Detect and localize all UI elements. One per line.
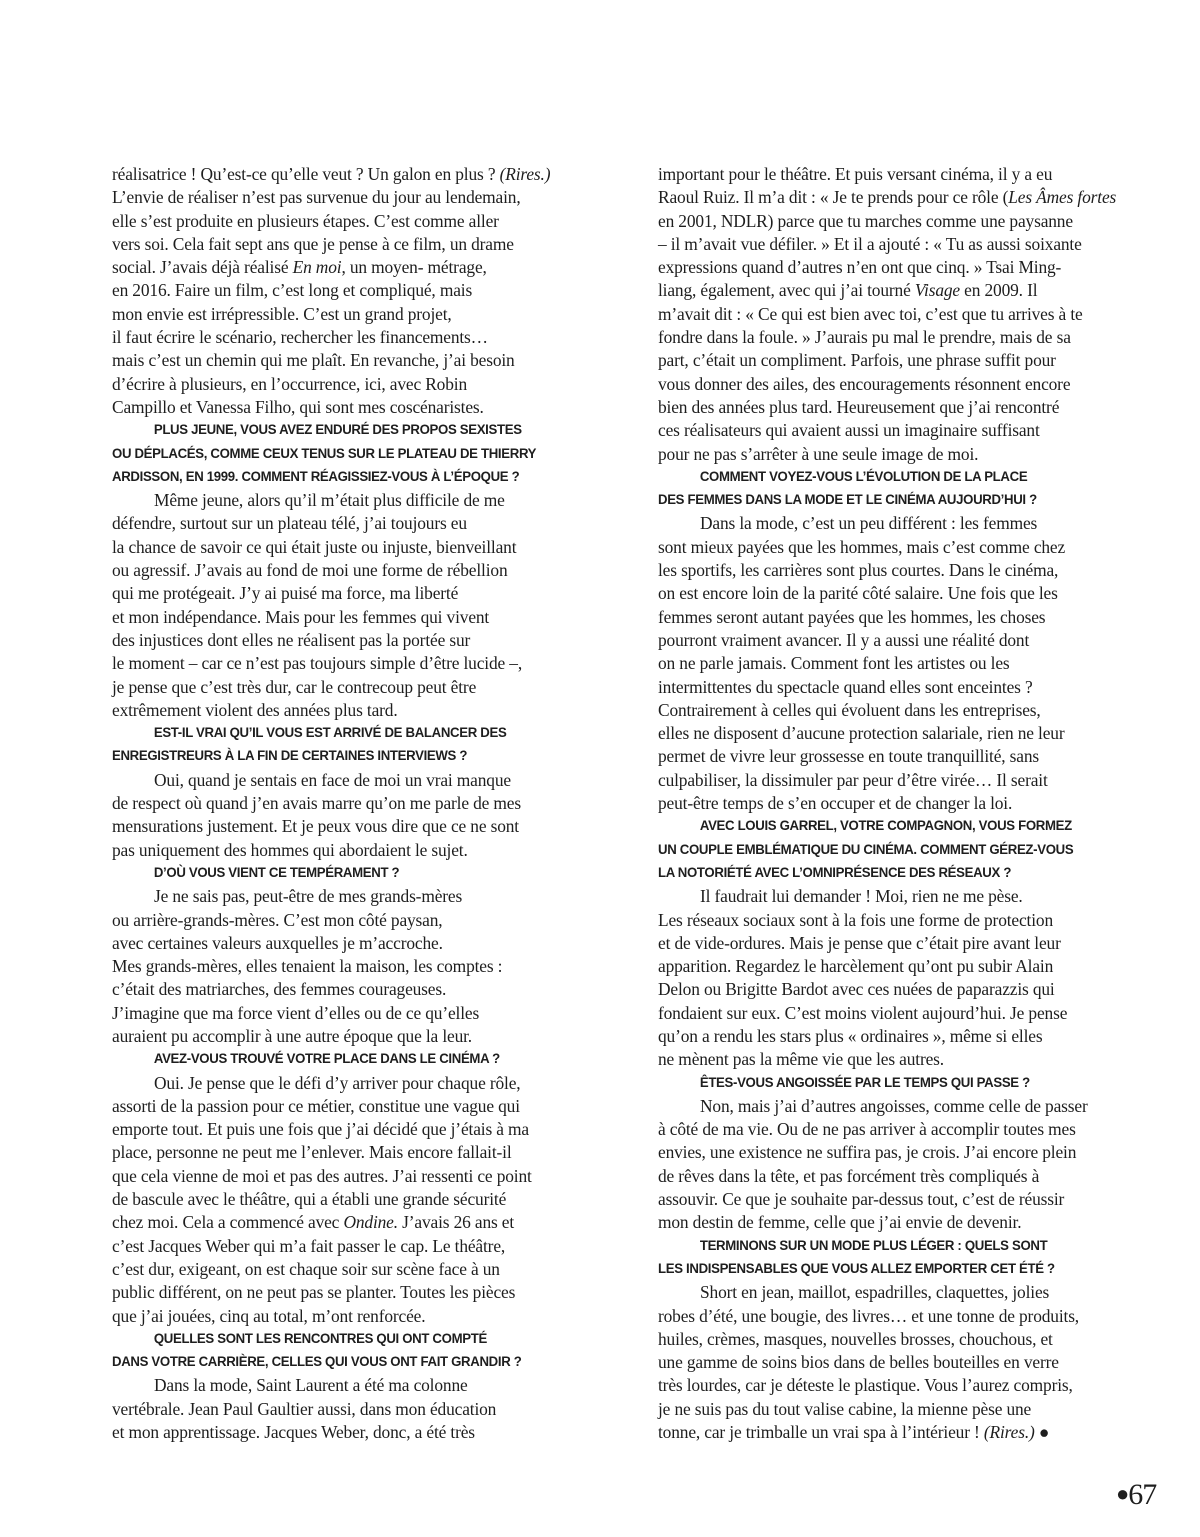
- text-run: et mon indépendance. Mais pour les femmes qui vivent: [112, 606, 490, 627]
- text-run: sont mieux payées que les hommes, mais c’est comme chez: [658, 536, 1066, 557]
- text-run: mon destin de femme, celle que j’ai envie de devenir.: [658, 1212, 1022, 1233]
- text-run: il faut écrire le scénario, rechercher les financements…: [112, 327, 488, 348]
- italic-title: En moi: [292, 257, 342, 278]
- body-line: [658, 1281, 1124, 1304]
- text-run: pourront vraiment avancer. Il y a aussi une réalité dont: [658, 629, 1030, 650]
- text-run: je pense que c’est très dur, car le contrecoup peut être: [112, 676, 477, 697]
- text-run: chez moi. Cela a commencé avec: [112, 1212, 344, 1233]
- body-line: [112, 210, 574, 233]
- text-run: le moment – car ce n’est pas toujours simple d’être lucide –,: [112, 653, 523, 674]
- italic-title: Ondine.: [343, 1212, 398, 1233]
- question-line: [112, 1351, 542, 1374]
- body-line: [658, 396, 1124, 419]
- body-line: [658, 279, 1124, 302]
- italic-title: Visage: [914, 280, 960, 301]
- text-run: permet de vivre leur grossesse en toute tranquillité, sans: [658, 746, 1040, 767]
- text-run: une gamme de soins bios dans de belles bouteilles en verre: [658, 1352, 1059, 1373]
- body-line: [112, 1095, 574, 1118]
- body-line: [658, 1118, 1124, 1141]
- body-line: [658, 1211, 1124, 1234]
- text-run: pas uniquement des hommes qui abordaient le sujet.: [112, 839, 468, 860]
- body-line: [112, 1258, 574, 1281]
- text-run: , un moyen- métrage,: [341, 257, 487, 278]
- text-run: QUELLES SONT LES RENCONTRES QUI ONT COMPTÉ: [153, 1330, 487, 1347]
- text-run: peut-être temps de s’en occuper et de changer la loi.: [658, 793, 1013, 814]
- question-line: [112, 1328, 542, 1351]
- body-line: [658, 163, 1124, 186]
- body-line: [112, 1118, 574, 1141]
- text-run: Delon ou Brigitte Bardot avec ces nuées de paparazzis qui: [658, 979, 1055, 1000]
- text-run: ou arrière-grands-mères. C’est mon côté paysan,: [112, 909, 443, 930]
- text-run: apparition. Regardez le harcèlement qu’ont pu subir Alain: [658, 956, 1054, 977]
- text-run: fondre dans la foule. » J’aurais pu mal le prendre, mais de sa: [658, 327, 1071, 348]
- text-run: intermittentes du spectacle quand elles sont enceintes ?: [658, 676, 1033, 697]
- text-run: EST-IL VRAI QU’IL VOUS EST ARRIVÉ DE BALANCER DES: [153, 725, 507, 742]
- body-line: [112, 1235, 574, 1258]
- text-run: OU DÉPLACÉS, COMME CEUX TENUS SUR LE PLATEAU DE THIERRY: [112, 445, 537, 462]
- body-line: [112, 582, 574, 605]
- body-line: [112, 279, 574, 302]
- body-line: [112, 932, 574, 955]
- text-run: place, personne ne peut me l’enlever. Mais encore fallait-il: [112, 1142, 512, 1163]
- text-run: Oui. Je pense que le défi d’y arriver pour chaque rôle,: [154, 1072, 521, 1093]
- body-line: [658, 978, 1124, 1001]
- body-line: [112, 815, 574, 838]
- body-line: [112, 699, 574, 722]
- body-line: [112, 1281, 574, 1304]
- body-line: [658, 885, 1124, 908]
- body-line: [658, 256, 1124, 279]
- text-run: DANS VOTRE CARRIÈRE, CELLES QUI VOUS ONT FAIT GRANDIR ?: [112, 1354, 522, 1371]
- text-run: mensurations justement. Et je peux vous dire que ce ne sont: [112, 816, 519, 837]
- text-run: elle s’est produite en plusieurs étapes. C’est comme aller: [112, 210, 499, 231]
- left-column: [112, 163, 574, 1444]
- text-run: L’envie de réaliser n’est pas survenue du jour au lendemain,: [112, 187, 521, 208]
- text-run: que cela vienne de moi et pas des autres. J’ai ressenti ce point: [112, 1165, 532, 1186]
- text-run: et mon apprentissage. Jacques Weber, donc, a été très: [112, 1422, 475, 1443]
- question-line: [658, 815, 1091, 838]
- body-line: [658, 1351, 1124, 1374]
- body-line: [112, 1211, 574, 1234]
- body-line: [658, 233, 1124, 256]
- text-run: D’OÙ VOUS VIENT CE TEMPÉRAMENT ?: [153, 864, 400, 881]
- body-line: [658, 652, 1124, 675]
- body-line: [112, 373, 574, 396]
- question-line: [112, 1048, 542, 1071]
- text-run: Les réseaux sociaux sont à la fois une forme de protection: [658, 909, 1054, 930]
- body-line: [112, 559, 574, 582]
- body-line: [112, 792, 574, 815]
- text-run: ENREGISTREURS À LA FIN DE CERTAINES INTERVIEWS ?: [112, 748, 468, 765]
- body-line: [112, 1398, 574, 1421]
- text-run: d’écrire à plusieurs, en l’occurrence, ici, avec Robin: [112, 373, 467, 394]
- body-line: [658, 326, 1124, 349]
- question-line: [658, 466, 1091, 489]
- body-line: [112, 186, 574, 209]
- text-run: auraient pu accomplir à une autre époque que la leur.: [112, 1025, 472, 1046]
- body-line: [658, 1025, 1124, 1048]
- body-line: [112, 839, 574, 862]
- text-run: que j’ai jouées, cinq au total, m’ont renforcée.: [112, 1305, 426, 1326]
- body-line: [112, 163, 574, 186]
- text-run: important pour le théâtre. Et puis versant cinéma, il y a eu: [658, 164, 1053, 184]
- body-line: [658, 722, 1124, 745]
- text-run: c’était des matriarches, des femmes courageuses.: [112, 979, 447, 1000]
- body-line: [658, 955, 1124, 978]
- body-line: [658, 1398, 1124, 1421]
- question-line: [112, 745, 542, 768]
- text-run: m’avait dit : « Ce qui est bien avec toi, c’est que tu arrives à te: [658, 303, 1083, 324]
- body-line: [658, 629, 1124, 652]
- body-line: [658, 349, 1124, 372]
- text-run: fondaient sur eux. C’est moins violent aujourd’hui. Je pense: [658, 1002, 1068, 1023]
- italic-title: (Rires.): [983, 1422, 1035, 1443]
- body-line: [658, 676, 1124, 699]
- body-line: [112, 1002, 574, 1025]
- text-run: liang, également, avec qui j’ai tourné: [658, 280, 915, 301]
- italic-title: Les Âmes fortes: [1008, 187, 1117, 208]
- body-line: [658, 1141, 1124, 1164]
- text-run: c’est dur, exigeant, on est chaque soir sur scène face à un: [112, 1258, 500, 1279]
- text-run: Dans la mode, Saint Laurent a été ma colonne: [154, 1375, 468, 1396]
- text-run: réalisatrice ! Qu’est-ce qu’elle veut ? Un galon en plus ?: [112, 164, 500, 184]
- question-line: [658, 1235, 1091, 1258]
- text-run: Raoul Ruiz. Il m’a dit : « Je te prends pour ce rôle (: [658, 187, 1009, 208]
- body-line: [658, 1095, 1124, 1118]
- text-run: COMMENT VOYEZ-VOUS L’ÉVOLUTION DE LA PLACE: [699, 468, 1028, 485]
- text-run: les sportifs, les carrières sont plus courtes. Dans le cinéma,: [658, 560, 1059, 581]
- body-line: [112, 303, 574, 326]
- body-line: [112, 978, 574, 1001]
- text-run: avec certaines valeurs auxquelles je m’accroche.: [112, 932, 443, 953]
- text-run: très lourdes, car je déteste le plastique. Vous l’aurez compris,: [658, 1375, 1073, 1396]
- text-run: part, c’était un compliment. Parfois, une phrase suffit pour: [658, 350, 1056, 371]
- text-run: la chance de savoir ce qui était juste ou injuste, bienveillant: [112, 536, 517, 557]
- text-run: envies, une existence ne suffira pas, je crois. J’ai encore plein: [658, 1142, 1077, 1163]
- text-run: on est encore loin de la parité côté salaire. Une fois que les: [658, 583, 1058, 604]
- text-run: UN COUPLE EMBLÉMATIQUE DU CINÉMA. COMMENT GÉREZ-VOUS: [658, 841, 1074, 858]
- body-line: [112, 536, 574, 559]
- text-run: je ne suis pas du tout valise cabine, la mienne pèse une: [658, 1398, 1032, 1419]
- text-run: Dans la mode, c’est un peu différent : les femmes: [700, 513, 1038, 534]
- body-line: [112, 512, 574, 535]
- question-line: [112, 722, 542, 745]
- body-line: [658, 1048, 1124, 1071]
- body-line: [658, 932, 1124, 955]
- text-run: de respect où quand j’en avais marre qu’on me parle de mes: [112, 793, 521, 814]
- text-run: public différent, on ne peut pas se planter. Toutes les pièces: [112, 1282, 516, 1303]
- body-line: [658, 373, 1124, 396]
- text-run: ne mènent pas la même vie que les autres.: [658, 1049, 945, 1070]
- body-line: [112, 652, 574, 675]
- text-run: huiles, crèmes, masques, nouvelles brosses, chouchous, et: [658, 1328, 1053, 1349]
- text-run: culpabiliser, la dissimuler par peur d’être virée… Il serait: [658, 769, 1048, 790]
- text-run: vers soi. Cela fait sept ans que je pense à ce film, un drame: [112, 233, 514, 254]
- text-run: Il faudrait lui demander ! Moi, rien ne me pèse.: [700, 886, 1023, 907]
- body-line: [112, 326, 574, 349]
- text-run: en 2001, NDLR) parce que tu marches comme une paysanne: [658, 210, 1073, 231]
- body-line: [658, 512, 1124, 535]
- body-line: [112, 1374, 574, 1397]
- body-line: [658, 769, 1124, 792]
- body-line: [658, 443, 1124, 466]
- text-run: on ne parle jamais. Comment font les artistes ou les: [658, 653, 1010, 674]
- page-number-text: 67: [1128, 1478, 1157, 1511]
- text-run: Même jeune, alors qu’il m’était plus difficile de me: [154, 490, 505, 511]
- question-line: [112, 862, 542, 885]
- body-line: [112, 606, 574, 629]
- text-run: Mes grands-mères, elles tenaient la maison, les comptes :: [112, 956, 503, 977]
- italic-title: (Rires.): [499, 164, 551, 184]
- text-run: Short en jean, maillot, espadrilles, claquettes, jolies: [700, 1282, 1050, 1303]
- body-line: [112, 1188, 574, 1211]
- text-run: c’est Jacques Weber qui m’a fait passer le cap. Le théâtre,: [112, 1235, 506, 1256]
- question-line: [112, 466, 542, 489]
- text-run: Non, mais j’ai d’autres angoisses, comme celle de passer: [700, 1095, 1088, 1116]
- text-run: robes d’été, une bougie, des livres… et une tonne de produits,: [658, 1305, 1080, 1326]
- body-line: [112, 1165, 574, 1188]
- body-line: [658, 606, 1124, 629]
- body-line: [658, 419, 1124, 442]
- body-line: [658, 1328, 1124, 1351]
- text-run: qui me protégeait. J’y ai puisé ma force, ma liberté: [112, 583, 459, 604]
- text-run: elles ne disposent d’aucune protection salariale, rien ne leur: [658, 723, 1065, 744]
- text-run: Contrairement à celles qui évoluent dans les entreprises,: [658, 699, 1041, 720]
- text-run: expressions quand d’autres n’en ont que cinq. » Tsai Ming-: [658, 257, 1062, 278]
- body-line: [658, 210, 1124, 233]
- body-line: [658, 745, 1124, 768]
- page-number: [1116, 1478, 1156, 1512]
- question-line: [658, 839, 1091, 862]
- body-line: [658, 699, 1124, 722]
- text-run: PLUS JEUNE, VOUS AVEZ ENDURÉ DES PROPOS SEXISTES: [153, 422, 522, 439]
- text-run: assouvir. Ce que je souhaite par-dessus tout, c’est de réussir: [658, 1189, 1065, 1210]
- body-line: [112, 349, 574, 372]
- text-run: ARDISSON, EN 1999. COMMENT RÉAGISSIEZ-VOUS À L’ÉPOQUE ?: [112, 468, 520, 485]
- body-line: [112, 885, 574, 908]
- text-run: AVEC LOUIS GARREL, VOTRE COMPAGNON, VOUS FORMEZ: [699, 818, 1072, 835]
- text-run: pour ne pas s’arrêter à une seule image de moi.: [658, 443, 979, 464]
- text-run: de bascule avec le théâtre, qui a établi une grande sécurité: [112, 1189, 507, 1210]
- body-line: [658, 303, 1124, 326]
- text-run: ●: [1034, 1422, 1050, 1443]
- text-run: assorti de la passion pour ce métier, constitue une vague qui: [112, 1095, 520, 1116]
- text-run: Je ne sais pas, peut-être de mes grands-mères: [154, 886, 463, 907]
- body-line: [658, 582, 1124, 605]
- text-run: vertébrale. Jean Paul Gaultier aussi, dans mon éducation: [112, 1398, 497, 1419]
- body-line: [658, 1374, 1124, 1397]
- body-line: [658, 1002, 1124, 1025]
- body-line: [112, 233, 574, 256]
- body-line: [112, 256, 574, 279]
- body-line: [112, 1141, 574, 1164]
- text-run: bien des années plus tard. Heureusement que j’ai rencontré: [658, 396, 1060, 417]
- text-run: qu’on a rendu les stars plus « ordinaires », même si elles: [658, 1025, 1043, 1046]
- body-line: [112, 1421, 574, 1444]
- text-run: ou agressif. J’avais au fond de moi une forme de rébellion: [112, 560, 508, 581]
- body-line: [112, 955, 574, 978]
- text-run: de rêves dans la tête, et pas forcément très compliqués à: [658, 1165, 1040, 1186]
- question-line: [658, 1072, 1091, 1095]
- body-line: [658, 792, 1124, 815]
- text-run: femmes seront autant payées que les hommes, les choses: [658, 606, 1046, 627]
- text-run: vous donner des ailes, des encouragements résonnent encore: [658, 373, 1071, 394]
- text-run: en 2016. Faire un film, c’est long et compliqué, mais: [112, 280, 473, 301]
- body-line: [658, 1305, 1124, 1328]
- body-line: [658, 1188, 1124, 1211]
- body-line: [112, 1305, 574, 1328]
- body-line: [658, 909, 1124, 932]
- bullet-icon: ●: [1116, 1481, 1129, 1506]
- body-line: [658, 1421, 1124, 1444]
- body-line: [658, 1165, 1124, 1188]
- body-line: [112, 909, 574, 932]
- question-line: [658, 489, 1091, 512]
- body-line: [112, 629, 574, 652]
- body-line: [112, 396, 574, 419]
- text-run: DES FEMMES DANS LA MODE ET LE CINÉMA AUJOURD’HUI ?: [658, 492, 1037, 509]
- body-line: [658, 536, 1124, 559]
- text-run: Campillo et Vanessa Filho, qui sont mes coscénaristes.: [112, 396, 484, 417]
- text-run: TERMINONS SUR UN MODE PLUS LÉGER : QUELS SONT: [699, 1237, 1048, 1254]
- question-line: [112, 443, 542, 466]
- right-column: [658, 163, 1124, 1444]
- text-run: en 2009. Il: [959, 280, 1038, 301]
- text-run: mon envie est irrépressible. C’est un grand projet,: [112, 303, 452, 324]
- text-run: mais c’est un chemin qui me plaît. En revanche, j’ai besoin: [112, 350, 515, 371]
- body-line: [112, 1072, 574, 1095]
- text-run: ÊTES-VOUS ANGOISSÉE PAR LE TEMPS QUI PASSE ?: [699, 1074, 1030, 1091]
- question-line: [658, 1258, 1091, 1281]
- text-run: AVEZ-VOUS TROUVÉ VOTRE PLACE DANS LE CINÉMA ?: [153, 1051, 500, 1068]
- text-run: Oui, quand je sentais en face de moi un vrai manque: [154, 769, 511, 790]
- text-run: ces réalisateurs qui avaient aussi un imaginaire suffisant: [658, 420, 1040, 441]
- text-run: – il m’avait vue défiler. » Et il a ajouté : « Tu as aussi soixante: [658, 233, 1082, 254]
- text-run: emporte tout. Et puis une fois que j’ai décidé que j’étais à ma: [112, 1119, 529, 1140]
- text-run: à côté de ma vie. Ou de ne pas arriver à accomplir toutes mes: [658, 1119, 1076, 1140]
- body-line: [112, 769, 574, 792]
- body-line: [112, 1025, 574, 1048]
- body-line: [112, 676, 574, 699]
- text-run: des injustices dont elles ne réalisent pas la portée sur: [112, 629, 471, 650]
- question-line: [658, 862, 1091, 885]
- body-line: [658, 559, 1124, 582]
- text-run: LES INDISPENSABLES QUE VOUS ALLEZ EMPORTER CET ÉTÉ ?: [658, 1260, 1055, 1277]
- text-run: et de vide-ordures. Mais je pense que c’était pire avant leur: [658, 932, 1061, 953]
- text-run: J’avais 26 ans et: [397, 1212, 515, 1233]
- text-run: extrêmement violent des années plus tard.: [112, 699, 398, 720]
- text-run: LA NOTORIÉTÉ AVEC L’OMNIPRÉSENCE DES RÉSEAUX ?: [658, 864, 1012, 881]
- text-run: tonne, car je trimballe un vrai spa à l’intérieur !: [658, 1422, 984, 1443]
- text-run: défendre, surtout sur un plateau télé, j’ai toujours eu: [112, 513, 467, 534]
- text-run: social. J’avais déjà réalisé: [112, 257, 293, 278]
- text-run: J’imagine que ma force vient d’elles ou de ce qu’elles: [112, 1002, 480, 1023]
- body-line: [658, 186, 1124, 209]
- body-line: [112, 489, 574, 512]
- question-line: [112, 419, 542, 442]
